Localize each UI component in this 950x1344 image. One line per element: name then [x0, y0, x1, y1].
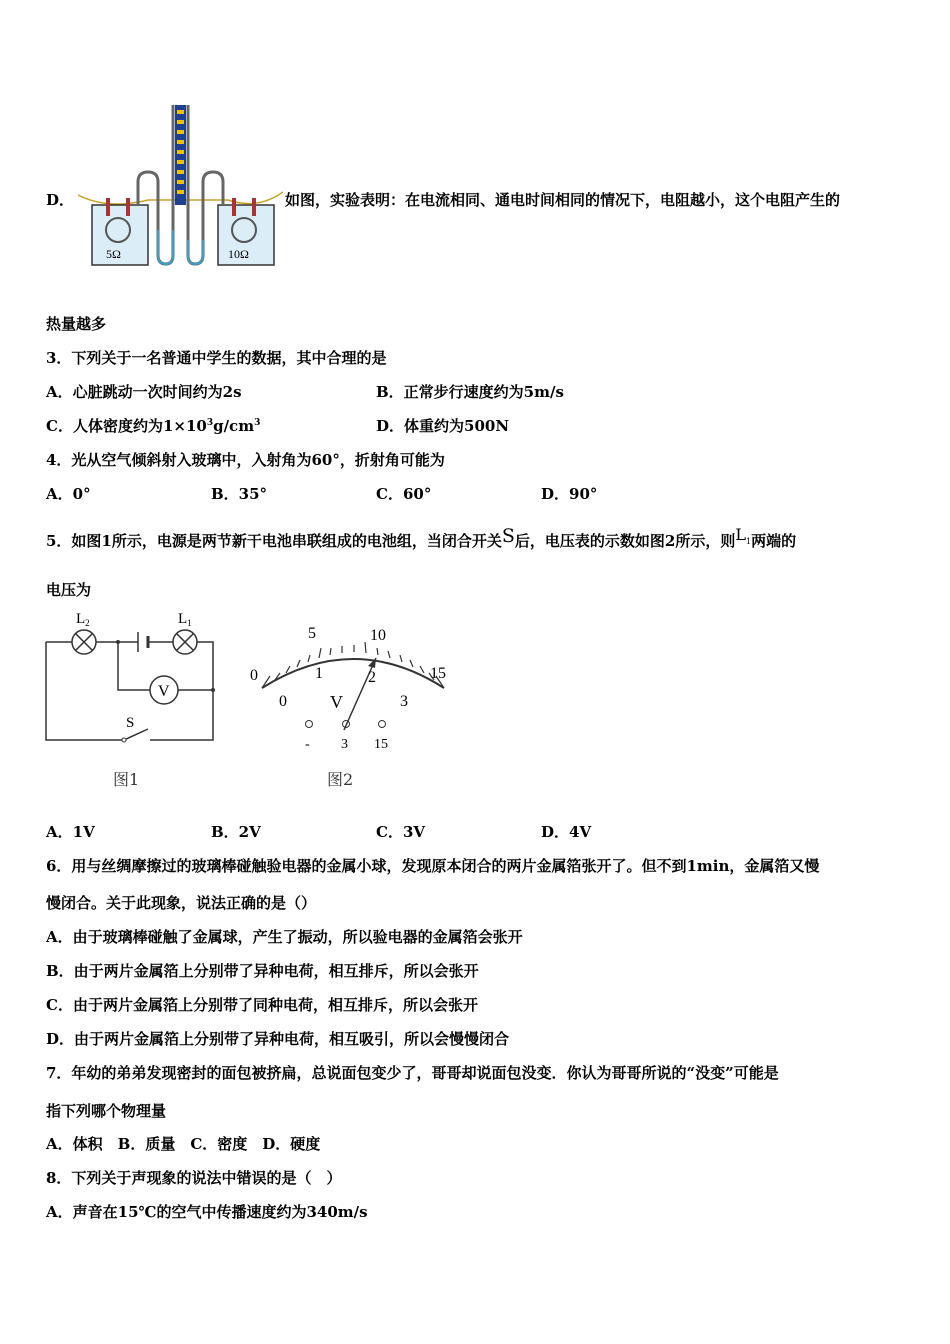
- top-scale-5: 5: [308, 625, 316, 642]
- q6-stem-cont: 慢闭合。关于此现象，说法正确的是（）: [46, 894, 317, 912]
- q8-option-a: A．声音在15℃的空气中传播速度约为340m/s: [46, 1203, 368, 1221]
- q2-option-d-text: 如图，实验表明：在电流相同、通电时间相同的情况下，电阻越小，这个电阻产生的: [285, 191, 841, 209]
- lamp-l1-label: $L_1$: [178, 611, 192, 628]
- q3-option-b: B．正常步行速度约为5m/s: [376, 383, 564, 401]
- switch-label: S: [126, 715, 135, 731]
- q4-option-b: B．35°: [211, 485, 268, 503]
- bottom-scale-1: 1: [315, 665, 323, 682]
- voltmeter-dial-figure: [244, 620, 464, 755]
- q3-option-c: C．人体密度约为$1\times 10^3g/cm^3$: [46, 417, 261, 435]
- q5-option-b: B．2V: [211, 823, 261, 841]
- q3-option-a: A．心脏跳动一次时间约为2s: [46, 383, 242, 401]
- q6-option-a: A．由于玻璃棒碰触了金属球，产生了振动，所以验电器的金属箔会张开: [46, 928, 523, 946]
- voltmeter-symbol-label: V: [158, 683, 170, 700]
- terminal-minus: -: [305, 737, 310, 752]
- q4-option-c: C．60°: [376, 485, 432, 503]
- q4-option-a: A．0°: [46, 485, 91, 503]
- q5-stem-cont: 电压为: [46, 581, 92, 599]
- top-scale-10: 10: [370, 627, 386, 644]
- bottom-scale-3: 3: [400, 693, 408, 710]
- q4-stem: 4．光从空气倾斜射入玻璃中，入射角为60°，折射角可能为: [46, 451, 445, 469]
- terminal-15: 15: [374, 737, 388, 752]
- q7-stem-cont: 指下列哪个物理量: [46, 1102, 167, 1120]
- q5-option-d: D．4V: [541, 823, 592, 841]
- terminal-3: 3: [341, 737, 348, 752]
- q6-stem: 6．用与丝绸摩擦过的玻璃棒碰触验电器的金属小球，发现原本闭合的两片金属箔张开了。但不到1min，金属箔又慢: [46, 857, 820, 875]
- q2-option-d-label: D．: [46, 191, 75, 209]
- figure-2-caption: 图2: [327, 770, 354, 789]
- q6-option-d: D．由于两片金属箔上分别带了异种电荷，相互吸引，所以会慢慢闭合: [46, 1030, 510, 1048]
- q7-stem: 7．年幼的弟弟发现密封的面包被挤扁，总说面包变少了，哥哥却说面包没变．你认为哥哥所说的“没变”可能是: [46, 1064, 779, 1082]
- joule-experiment-figure: [78, 100, 283, 270]
- top-scale-0: 0: [250, 667, 258, 684]
- q5-option-c: C．3V: [376, 823, 426, 841]
- q2-option-d-text-cont: 热量越多: [46, 315, 107, 333]
- q7-options: A．体积 B．质量 C．密度 D．硬度: [46, 1135, 321, 1153]
- q4-option-d: D．90°: [541, 485, 598, 503]
- top-scale-15: 15: [430, 665, 446, 682]
- q6-option-c: C．由于两片金属箔上分别带了同种电荷，相互排斥，所以会张开: [46, 996, 478, 1014]
- resistor-10-label: 10Ω: [228, 247, 249, 261]
- q3-stem: 3．下列关于一名普通中学生的数据，其中合理的是: [46, 349, 387, 367]
- q5-option-a: A．1V: [46, 823, 95, 841]
- q3-option-d: D．体重约为500N: [376, 417, 510, 435]
- bottom-scale-0: 0: [279, 693, 287, 710]
- lamp-l2-label: $L_2$: [76, 611, 90, 628]
- dial-v-label: V: [330, 692, 343, 712]
- resistor-5-label: 5Ω: [106, 247, 121, 261]
- circuit-figure: [40, 605, 225, 750]
- q5-stem: 5．如图1所示，电源是两节新干电池串联组成的电池组，当闭合开关S后，电压表的示数如图2所示，则$L_1$两端的: [46, 525, 797, 550]
- figure-1-caption: 图1: [113, 770, 140, 789]
- bottom-scale-2: 2: [368, 669, 376, 686]
- q6-option-b: B．由于两片金属箔上分别带了异种电荷，相互排斥，所以会张开: [46, 962, 479, 980]
- q8-stem: 8．下列关于声现象的说法中错误的是（ ）: [46, 1169, 342, 1187]
